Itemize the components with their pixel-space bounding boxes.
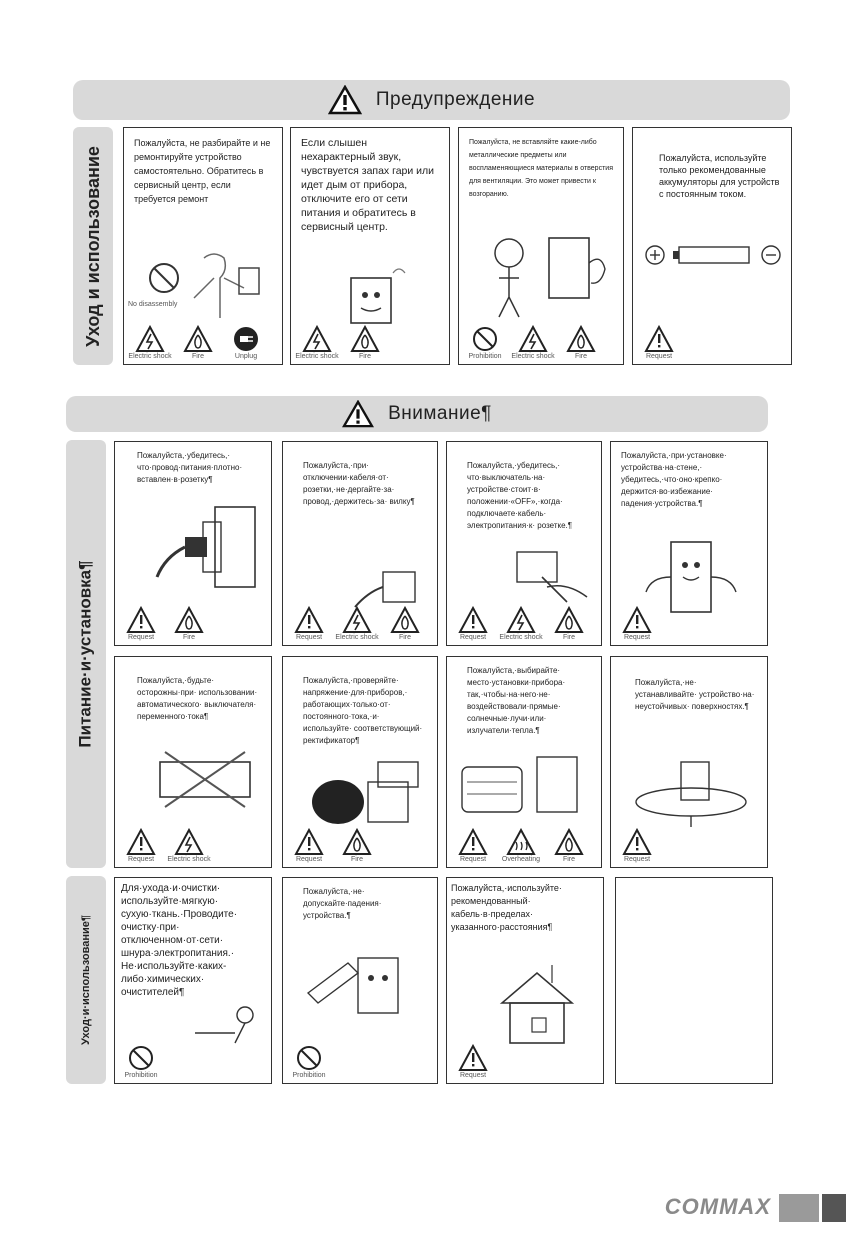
caution-r2-panel-4: [610, 656, 768, 868]
prohibition-icon: Prohibition: [121, 1044, 161, 1079]
fire-icon: Fire: [549, 606, 589, 641]
electric-shock-icon: Electric shock: [337, 606, 377, 641]
icon-row: [639, 325, 787, 360]
fire-icon: Fire: [345, 325, 385, 360]
breaker-illustration: [150, 747, 260, 812]
panel-text: Пожалуйста,·используйте· рекомендованный· кабель·в·пределах· указанного·расстояния¶: [451, 883, 562, 932]
request-icon: Request: [617, 828, 657, 863]
commax-logo: COMMAX: [664, 1194, 771, 1219]
caution-r1-panel-4: [610, 441, 768, 646]
icon-row: [617, 828, 763, 863]
no-disassembly-label: No disassembly: [128, 301, 178, 308]
panel-text: Пожалуйста,·убедитесь,· что·выключатель·на· устройстве·стоит·в· положении·«OFF»,·когда· подключаете·кабель· электропитания·к· розетке.¶: [467, 461, 573, 530]
fire-icon: Fire: [385, 606, 425, 641]
care-usage-side-label: Уход·и·использование¶: [66, 876, 106, 1084]
wall-mount-illustration: [641, 537, 741, 617]
warning-side-label: Уход и использование: [73, 127, 113, 365]
caution-r3-panel-3: [446, 877, 604, 1084]
heater-illustration: [457, 752, 597, 822]
caution-r3-panel-2: [282, 877, 438, 1084]
battery-illustration: [643, 240, 783, 270]
electric-shock-icon: Electric shock: [297, 325, 337, 360]
panel-text: Для·ухода·и·очистки· используйте·мягкую· сухую·ткань.·Проводите· очистку·при· отключенном·от·сети· шнура·электропитания.· Не·используйте·каких-либо·химических· очистителей¶: [121, 883, 238, 998]
panel-text: Пожалуйста, не вставляйте какие-либо металлические предметы или воспламеняющиеся материалы в отверстия для вентиляции. Это может привести к возгоранию.: [469, 139, 613, 198]
electric-shock-icon: Electric shock: [130, 325, 170, 360]
warning-panel-1: [123, 127, 283, 365]
fire-icon: Fire: [549, 828, 589, 863]
fire-icon: Fire: [561, 325, 601, 360]
caution-r1-panel-1: [114, 441, 272, 646]
request-icon: Request: [289, 606, 329, 641]
warning-triangle-icon: [342, 400, 374, 428]
icon-row: [465, 325, 619, 360]
request-icon: Request: [617, 606, 657, 641]
fire-icon: Fire: [169, 606, 209, 641]
caution-r3-panel-1: [114, 877, 272, 1084]
power-installation-side-label: Питание·и·установка¶: [66, 440, 106, 868]
logo-bar: [822, 1194, 846, 1222]
child-insert-illustration: [479, 223, 609, 333]
icon-row: [453, 1044, 599, 1079]
switch-off-illustration: [507, 547, 597, 607]
panel-text: Пожалуйста, не разбирайте и не ремонтируйте устройство самостоятельно. Обратитесь в сервисный центр, если требуется ремонт: [134, 138, 271, 204]
icon-row: [121, 828, 267, 863]
icon-row: [617, 606, 763, 641]
warning-panel-4: [632, 127, 792, 365]
request-icon: Request: [289, 828, 329, 863]
warning-title: Предупреждение: [375, 89, 536, 110]
caution-r3-panel-4-empty: [615, 877, 773, 1084]
icon-row: [453, 828, 597, 863]
caution-r1-panel-3: [446, 441, 602, 646]
panel-text: Пожалуйста,·проверяйте· напряжение·для·приборов,· работающих·только·от· постоянного·тока,·и· используйте· соответствующий· ректификатор¶: [303, 676, 423, 745]
fire-icon: Fire: [178, 325, 218, 360]
caution-r2-panel-3: [446, 656, 602, 868]
panel-text: Пожалуйста,·при· отключении·кабеля·от· розетки,·не·дергайте·за· провод,·держитесь·за· вилку¶: [303, 461, 415, 506]
overheating-icon: Overheating: [501, 828, 541, 863]
house-antenna-illustration: [492, 963, 582, 1048]
caution-banner: [66, 396, 768, 432]
panel-text: Пожалуйста, используйте только рекомендованные аккумуляторы для устройств с постоянным током.: [659, 153, 780, 199]
icon-row: [121, 606, 267, 641]
panel-text: Пожалуйста,·не· допускайте·падения· устройства.¶: [303, 887, 382, 920]
panel-text: Пожалуйста,·при·установке· устройства·на·стене,· убедитесь,·что·оно·крепко· держится·во·избежание· падения·устройства.¶: [621, 451, 727, 508]
panel-text: Пожалуйста,·убедитесь,· что·провод·питания·плотно· вставлен·в·розетку¶: [137, 451, 243, 484]
warning-triangle-icon: [328, 85, 362, 115]
caution-r2-panel-1: [114, 656, 272, 868]
panel-text: Если слышен нехарактерный звук, чувствуется запах гари или идет дым от прибора, отключите его от сети питания и обратитесь в сервисный центр.: [301, 137, 435, 233]
no-disassembly-illustration: [144, 248, 264, 328]
icon-row: [289, 606, 433, 641]
caution-title: Внимание¶: [388, 403, 492, 424]
panel-text: Пожалуйста,·выбирайте· место·установки·прибора· так,·чтобы·на·него·не· воздействовали·прямые· солнечные·лучи·или· излучатели·тепла.¶: [467, 666, 566, 735]
electric-shock-icon: Electric shock: [169, 828, 209, 863]
rectifier-illustration: [298, 757, 428, 827]
caution-r1-panel-2: [282, 441, 438, 646]
request-icon: Request: [121, 828, 161, 863]
prohibition-icon: Prohibition: [289, 1044, 329, 1079]
request-icon: Request: [453, 606, 493, 641]
caution-r2-panel-2: [282, 656, 438, 868]
warning-panel-3: [458, 127, 624, 365]
request-icon: Request: [453, 828, 493, 863]
icon-row: [289, 828, 433, 863]
panel-text: Пожалуйста,·будьте· осторожны·при· использовании· автоматического· выключателя· переменного·тока¶: [137, 676, 258, 721]
request-icon: Request: [639, 325, 679, 360]
fire-icon: Fire: [337, 828, 377, 863]
electric-shock-icon: Electric shock: [501, 606, 541, 641]
warning-banner: [73, 80, 790, 120]
unplug-icon: Unplug: [226, 325, 266, 360]
plug-socket-illustration: [155, 502, 265, 592]
warning-panel-2: [290, 127, 450, 365]
icon-row: [289, 1044, 433, 1079]
icon-row: [453, 606, 597, 641]
icon-row: [297, 325, 445, 360]
unstable-table-illustration: [626, 757, 756, 827]
icon-row: [130, 325, 278, 360]
falling-device-illustration: [303, 943, 423, 1023]
request-icon: Request: [453, 1044, 493, 1079]
icon-row: [121, 1044, 267, 1079]
prohibition-icon: Prohibition: [465, 325, 505, 360]
request-icon: Request: [121, 606, 161, 641]
logo-bar: [779, 1194, 819, 1222]
panel-text: Пожалуйста,·не· устанавливайте· устройство·на· неустойчивых· поверхностях.¶: [635, 678, 755, 711]
electric-shock-icon: Electric shock: [513, 325, 553, 360]
